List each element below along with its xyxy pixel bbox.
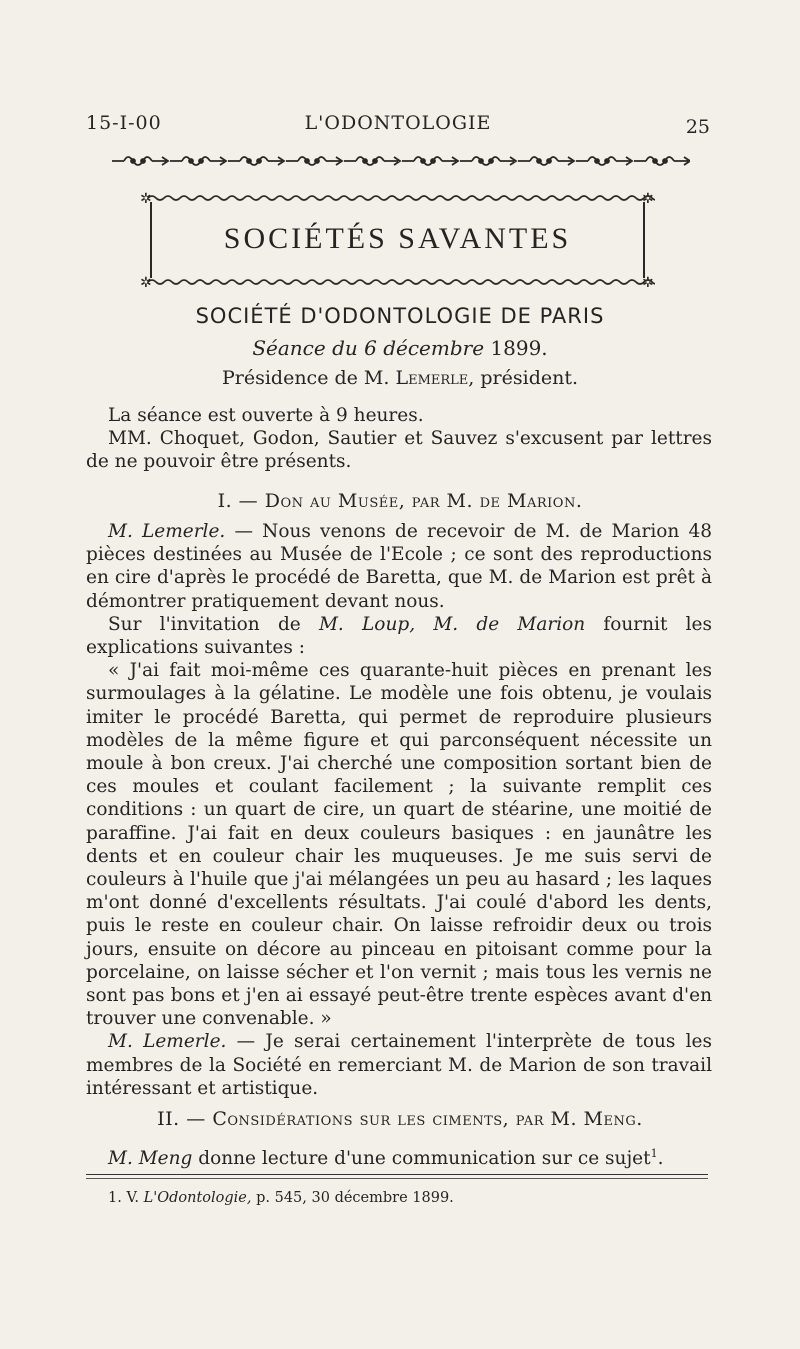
paragraph: La séance est ouverte à 9 heures. xyxy=(108,405,424,426)
issue-date: 15-I-00 xyxy=(86,112,162,134)
meng-block xyxy=(86,1142,712,1170)
journal-name: L'ODONTOLOGIE xyxy=(304,112,492,134)
footnote-number: 1. xyxy=(108,1190,122,1206)
svg-text:✲: ✲ xyxy=(140,275,152,290)
speaker: M. Lemerle. xyxy=(108,521,226,542)
page-number: 25 xyxy=(685,116,710,138)
paragraph xyxy=(86,1142,712,1170)
seance-year: 1899. xyxy=(490,336,548,360)
presidence-suffix: , président. xyxy=(468,367,579,389)
quotation: « J'ai fait moi-même ces quarante-huit pièces en prenant les surmoulages à la gélatine. Le modèle une fois obtenu, je voulais imiter le procédé Baretta, qui permet de reproduire plusieurs modèles de la même figure et qui parconséquent nécessite un moule à bon creux. J'ai cherché une composition sortant bien de ces moules et coulant facilement ; la suivante remplit ces conditions : un quart de cire, un quart de stéarine, une moitié de paraffine. J'ai fait en deux couleurs basiques : en jaunâtre les dents et en couleur chair les muqueuses. Je me suis servi de couleurs à l'huile que j'ai mélangées un peu au hasard ; les laques m'ont donné d'excellents résultats. J'ai coulé d'abord les dents, puis le reste en couleur chair. On laisse refroidir deux ou trois jours, ensuite on décore au pinceau en pitoisant comme pour la porcelaine, on laisse sécher et l'on vernit ; mais tous les vernis ne sont pas bons et j'en ai essayé peut-être trente espèces avant d'en trouver une convenable. » xyxy=(86,660,712,1030)
paragraph: MM. Choquet, Godon, Sautier et Sauvez s'excusent par lettres de ne pouvoir être présents. xyxy=(86,428,712,473)
seance-label: Séance du 6 décembre xyxy=(252,336,485,360)
speaker: M. Lemerle. xyxy=(108,1031,227,1053)
speech: — Nous venons de recevoir de M. de Marion 48 pièces destinées au Musée de l'Ecole ; ce sont des reproductions en cire d'après le procédé de Baretta, que M. de Marion est prêt à démontrer pratiquement devant nous. xyxy=(86,521,712,612)
footnote-text: p. 545, 30 décembre 1899. xyxy=(251,1190,454,1206)
running-head xyxy=(86,112,710,138)
svg-text:✲: ✲ xyxy=(140,191,152,206)
person-name: M. de Marion xyxy=(433,613,586,635)
wavy-rule-bottom xyxy=(140,274,655,290)
presidence-prefix: Présidence de M. xyxy=(221,367,396,389)
presidence-line xyxy=(0,367,800,389)
punctuation: . xyxy=(657,1148,664,1170)
section-title-frame xyxy=(140,190,655,290)
footnote-rule xyxy=(86,1174,708,1175)
president-name: Lemerle xyxy=(395,367,469,389)
section-numeral: I. — xyxy=(217,490,265,512)
paragraph xyxy=(86,520,712,613)
footnote-ref: 1 xyxy=(650,1147,658,1160)
seance-date xyxy=(0,336,800,360)
paragraph xyxy=(86,1030,712,1100)
svg-text:✲: ✲ xyxy=(642,275,654,290)
main-block xyxy=(86,520,712,1100)
section-title: SOCIÉTÉS SAVANTES xyxy=(223,222,572,255)
text: fournit les explications suivantes : xyxy=(86,613,712,659)
section-title-1: Don au Musée, par M. de Marion. xyxy=(264,490,583,512)
paragraph xyxy=(86,613,712,659)
section-numeral: II. — xyxy=(157,1108,213,1130)
speech: — Je serai certainement l'interprète de tous les membres de la Société en remerciant M. de Marion de son travail intéressant et artistique. xyxy=(86,1031,712,1099)
speaker: M. Meng xyxy=(108,1148,193,1170)
svg-text:✲: ✲ xyxy=(642,191,654,206)
section-title-2: Considérations sur les ciments, par M. Meng. xyxy=(212,1108,643,1130)
ornament-band xyxy=(110,150,690,172)
section-heading-2 xyxy=(0,1108,800,1130)
opening-block xyxy=(86,404,712,474)
footnote-text: V. xyxy=(121,1190,144,1206)
person-name: M. Loup, xyxy=(318,613,416,635)
footnote-journal: L'Odontologie, xyxy=(143,1190,252,1206)
society-heading: SOCIÉTÉ D'ODONTOLOGIE DE PARIS xyxy=(195,304,605,328)
section-heading-1 xyxy=(0,490,800,512)
footnote xyxy=(108,1190,454,1206)
text: Sur l'invitation de xyxy=(108,613,319,635)
speech: donne lecture d'une communication sur ce sujet xyxy=(192,1148,651,1170)
text xyxy=(415,614,433,635)
footnote-rule-thin xyxy=(86,1178,708,1179)
